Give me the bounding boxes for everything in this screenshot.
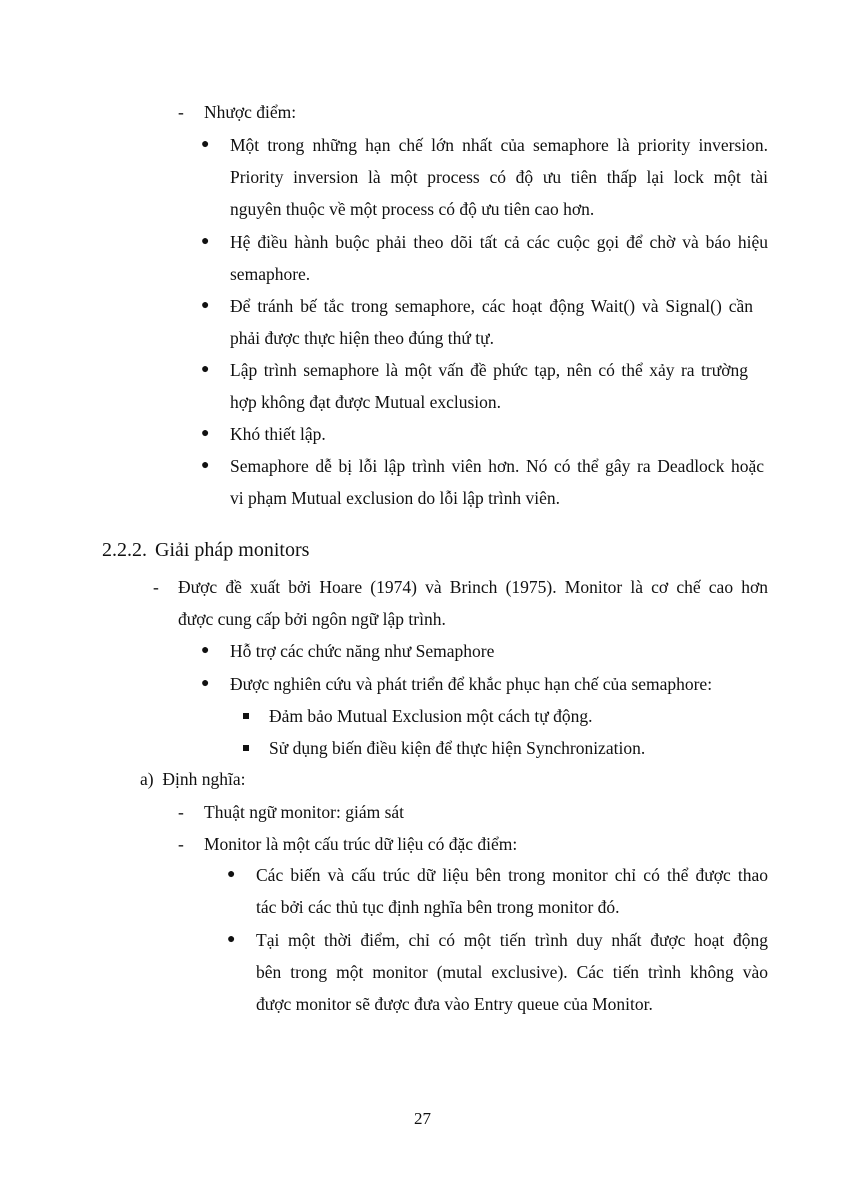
- definition-dash-0: Thuật ngữ monitor: giám sát: [204, 802, 405, 822]
- drawback-0-line-0: Một trong những hạn chế lớn nhất của semaphore là priority inversion.: [230, 135, 768, 155]
- drawbacks-label: Nhược điểm:: [204, 102, 297, 122]
- bullet-icon: ●: [227, 932, 236, 947]
- square-bullet-icon: [243, 713, 249, 719]
- dash-marker: -: [178, 802, 184, 822]
- section-number: 2.2.2.: [102, 539, 147, 561]
- dash-marker: -: [153, 577, 159, 597]
- section-bullet-0: Hỗ trợ các chức năng như Semaphore: [230, 641, 495, 661]
- drawback-0-line-2: nguyên thuộc về một process có độ ưu tiên cao hơn.: [230, 199, 595, 219]
- square-bullet-icon: [243, 745, 249, 751]
- definition-bullet-1-line-0: Tại một thời điểm, chỉ có một tiến trình duy nhất được hoạt động: [256, 930, 768, 950]
- definition-bullet-1-line-1: bên trong một monitor (mutal exclusive). Các tiến trình không vào: [256, 962, 768, 982]
- section-bullet-1: Được nghiên cứu và phát triển để khắc phục hạn chế của semaphore:: [230, 674, 713, 694]
- drawback-1-line-0: Hệ điều hành buộc phải theo dõi tất cả các cuộc gọi để chờ và báo hiệu: [230, 232, 768, 252]
- bullet-icon: ●: [227, 867, 236, 882]
- drawback-2-line-1: phải được thực hiện theo đúng thứ tự.: [230, 328, 494, 348]
- drawback-3-line-0: Lập trình semaphore là một vấn đề phức tạp, nên có thể xảy ra trường: [230, 360, 748, 380]
- definition-bullet-0-line-1: tác bởi các thủ tục định nghĩa bên trong monitor đó.: [256, 897, 620, 917]
- definition-bullet-1-line-2: được monitor sẽ được đưa vào Entry queue của Monitor.: [256, 994, 653, 1014]
- section-intro-line-0: Được đề xuất bởi Hoare (1974) và Brinch (1975). Monitor là cơ chế cao hơn: [178, 577, 768, 597]
- section-sub-bullet-0: Đảm bảo Mutual Exclusion một cách tự động.: [269, 706, 593, 726]
- bullet-icon: ●: [201, 137, 210, 152]
- section-title: Giải pháp monitors: [155, 539, 310, 561]
- section-sub-bullet-1: Sử dụng biến điều kiện để thực hiện Synchronization.: [269, 738, 646, 758]
- drawback-3-line-1: hợp không đạt được Mutual exclusion.: [230, 392, 502, 412]
- bullet-icon: ●: [201, 234, 210, 249]
- drawback-1-line-1: semaphore.: [230, 264, 311, 284]
- drawback-4-line-0: Khó thiết lập.: [230, 424, 326, 444]
- drawback-5-line-0: Semaphore dễ bị lỗi lập trình viên hơn. Nó có thể gây ra Deadlock hoặc: [230, 456, 764, 476]
- bullet-icon: ●: [201, 426, 210, 441]
- definition-dash-1: Monitor là một cấu trúc dữ liệu có đặc điểm:: [204, 834, 518, 854]
- bullet-icon: ●: [201, 362, 210, 377]
- bullet-icon: ●: [201, 298, 210, 313]
- dash-marker: -: [178, 102, 184, 122]
- drawback-2-line-0: Để tránh bế tắc trong semaphore, các hoạt động Wait() và Signal() cần: [230, 296, 753, 316]
- dash-marker: -: [178, 834, 184, 854]
- drawback-0-line-1: Priority inversion là một process có độ ưu tiên thấp lại lock một tài: [230, 167, 768, 187]
- drawback-5-line-1: vi phạm Mutual exclusion do lỗi lập trình viên.: [230, 488, 561, 508]
- page-number: 27: [414, 1109, 431, 1128]
- bullet-icon: ●: [201, 458, 210, 473]
- bullet-icon: ●: [201, 643, 210, 658]
- section-intro-line-1: được cung cấp bởi ngôn ngữ lập trình.: [178, 609, 446, 629]
- definition-label: a) Định nghĩa:: [140, 769, 246, 789]
- definition-bullet-0-line-0: Các biến và cấu trúc dữ liệu bên trong monitor chỉ có thể được thao: [256, 865, 768, 885]
- bullet-icon: ●: [201, 676, 210, 691]
